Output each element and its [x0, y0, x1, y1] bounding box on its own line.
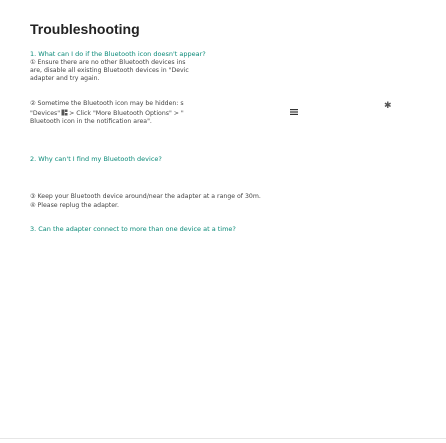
- devices-label: "Devices": [30, 110, 61, 117]
- more-options-label: > Click "More Bluetooth Options" > ": [69, 110, 184, 117]
- faq-answer-1-line-3: adapter and try again.: [30, 75, 100, 82]
- faq-answer-2-line-2: ④ Please replug the adapter.: [30, 202, 119, 209]
- faq-answer-1-line-1: ① Ensure there are no other Bluetooth devices ins: [30, 59, 186, 66]
- device-fold-icon: [61, 109, 68, 118]
- faq-answer-1-line-4: ② Sometime the Bluetooth icon may be hidden: s: [30, 100, 184, 107]
- faq-answer-1-line-5: [30, 109, 184, 118]
- faq-question-1[interactable]: 1. What can I do if the Bluetooth icon doesn't appear?: [30, 50, 206, 58]
- faq-answer-2-line-1: ③ Keep your Bluetooth device around/near the adapter at a range of 30m.: [30, 193, 261, 200]
- faq-answer-1-line-2: are, disable all existing Bluetooth devices in "Devic: [30, 67, 189, 74]
- page-title: Troubleshooting: [30, 21, 140, 37]
- faq-answer-1-line-6: Bluetooth icon in the notification area".: [30, 118, 152, 125]
- faq-question-3[interactable]: 3. Can the adapter connect to more than one device at a time?: [30, 225, 236, 233]
- faq-question-2[interactable]: 2. Why can't I find my Bluetooth device?: [30, 155, 162, 163]
- gear-icon[interactable]: ✱: [384, 101, 392, 111]
- bottom-divider: [0, 438, 446, 439]
- menu-icon[interactable]: [290, 100, 298, 106]
